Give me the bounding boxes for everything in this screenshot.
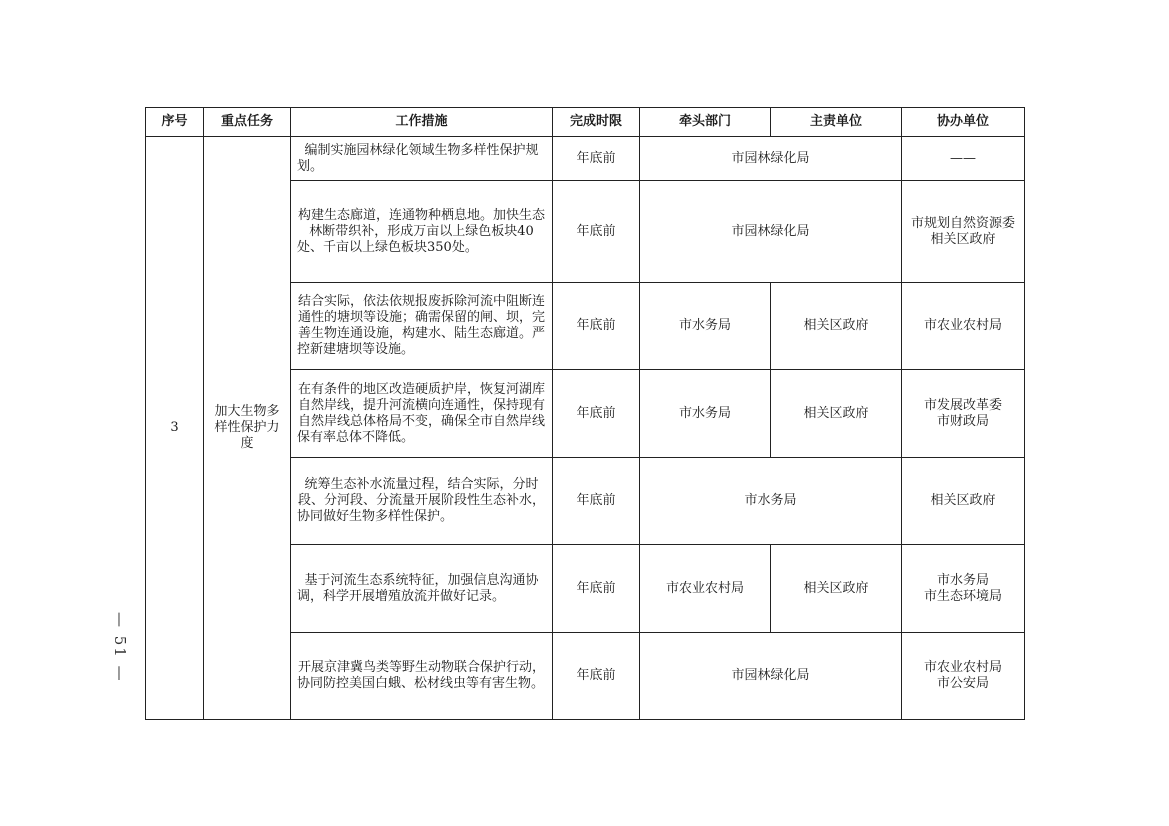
row-main: 相关区政府 — [771, 370, 902, 458]
row-lead: 市水务局 — [640, 458, 902, 545]
header-main: 主责单位 — [771, 108, 902, 137]
row-assist: 市农业农村局 — [902, 283, 1025, 370]
row-assist: 市水务局 市生态环境局 — [902, 545, 1025, 633]
row-measure: 编制实施园林绿化领域生物多样性保护规划。 — [291, 137, 553, 181]
row-lead: 市农业农村局 — [640, 545, 771, 633]
row-assist: 市农业农村局 市公安局 — [902, 633, 1025, 720]
row-index: 3 — [146, 137, 204, 720]
table-row — [146, 137, 1025, 181]
row-assist: 市规划自然资源委 相关区政府 — [902, 181, 1025, 283]
row-measure: 结合实际，依法依规报废拆除河流中阻断连通性的塘坝等设施；确需保留的闸、坝，完善生物连通设施，构建水、陆生态廊道。严控新建塘坝等设施。 — [291, 283, 553, 370]
row-measure: 统筹生态补水流量过程，结合实际，分时段、分河段、分流量开展阶段性生态补水，协同做好生物多样性保护。 — [291, 458, 553, 545]
header-measure: 工作措施 — [291, 108, 553, 137]
row-lead: 市园林绿化局 — [640, 181, 902, 283]
row-deadline: 年底前 — [553, 283, 640, 370]
header-assist: 协办单位 — [902, 108, 1025, 137]
header-deadline: 完成时限 — [553, 108, 640, 137]
header-index: 序号 — [146, 108, 204, 137]
row-assist: 相关区政府 — [902, 458, 1025, 545]
measures-table — [145, 107, 1025, 720]
header-task: 重点任务 — [204, 108, 291, 137]
page-number: — 51 — — [111, 612, 129, 683]
row-deadline: 年底前 — [553, 181, 640, 283]
row-deadline: 年底前 — [553, 633, 640, 720]
row-lead: 市园林绿化局 — [640, 633, 902, 720]
row-deadline: 年底前 — [553, 137, 640, 181]
row-measure: 构建生态廊道，连通物种栖息地。加快生态林断带织补，形成万亩以上绿色板块40处、千亩以上绿色板块350处。 — [291, 181, 553, 283]
header-row — [146, 108, 1025, 137]
row-lead: 市水务局 — [640, 370, 771, 458]
row-measure: 在有条件的地区改造硬质护岸，恢复河湖库自然岸线，提升河流横向连通性，保持现有自然岸线总体格局不变，确保全市自然岸线保有率总体不降低。 — [291, 370, 553, 458]
row-assist: —— — [902, 137, 1025, 181]
row-deadline: 年底前 — [553, 458, 640, 545]
row-measure: 基于河流生态系统特征，加强信息沟通协调，科学开展增殖放流并做好记录。 — [291, 545, 553, 633]
row-main: 相关区政府 — [771, 283, 902, 370]
row-deadline: 年底前 — [553, 545, 640, 633]
header-lead: 牵头部门 — [640, 108, 771, 137]
row-main: 相关区政府 — [771, 545, 902, 633]
row-assist: 市发展改革委 市财政局 — [902, 370, 1025, 458]
row-task: 加大生物多样性保护力度 — [204, 137, 291, 720]
row-lead: 市园林绿化局 — [640, 137, 902, 181]
row-deadline: 年底前 — [553, 370, 640, 458]
row-lead: 市水务局 — [640, 283, 771, 370]
row-measure: 开展京津冀鸟类等野生动物联合保护行动，协同防控美国白蛾、松材线虫等有害生物。 — [291, 633, 553, 720]
